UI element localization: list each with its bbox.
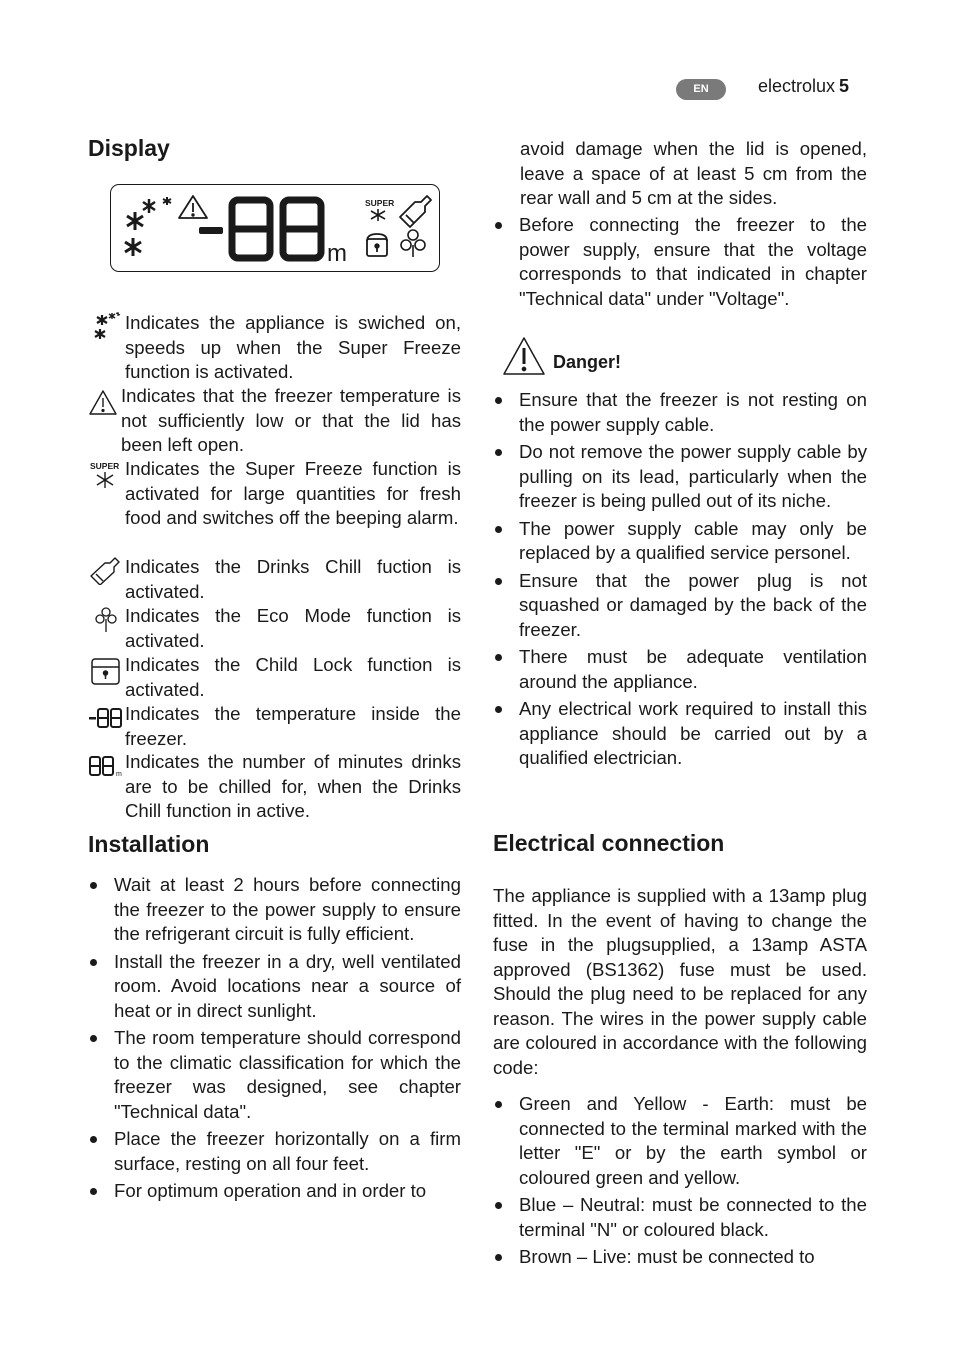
minus-segment	[199, 227, 223, 234]
brand-and-page	[758, 76, 849, 97]
legend-item-super-freeze-on	[88, 311, 461, 385]
legend-text: Indicates that the freezer temperature is not sufficiently low or that the lid has been left open.	[121, 385, 461, 455]
svg-text:m: m	[116, 771, 122, 778]
installation-heading: Installation	[88, 831, 210, 857]
legend-text: Indicates the temperature inside the freezer.	[125, 703, 461, 749]
digit-eight-left	[232, 200, 270, 258]
list-item: Before connecting the freezer to the power supply, ensure that the voltage corresponds to that indicated in chapter "Technical data" under "Voltage".	[493, 213, 867, 311]
list-item: Ensure that the power plug is not squashed or damaged by the back of the freezer.	[493, 569, 867, 643]
legend-text: Indicates the Child Lock function is activated.	[125, 654, 461, 700]
list-item: Install the freezer in a dry, well ventilated room. Avoid locations near a source of heat or in direct sunlight.	[88, 950, 461, 1024]
super-label-icon	[88, 460, 124, 488]
legend-item-minutes	[88, 750, 461, 824]
list-item: There must be adequate ventilation around the appliance.	[493, 645, 867, 694]
super-label-icon	[365, 198, 394, 221]
installation-list	[88, 873, 461, 1204]
warning-triangle-icon	[503, 336, 547, 376]
display-panel-graphic	[111, 185, 439, 271]
legend-text: Indicates the number of minutes drinks are to be chilled for, when the Drinks Chill function in active.	[125, 751, 461, 821]
legend-text: Indicates the appliance is swiched on, speeds up when the Super Freeze function is activated.	[125, 312, 461, 382]
installation-list-continued	[493, 213, 867, 311]
legend-text: Indicates the Drinks Chill fuction is activated.	[125, 556, 461, 602]
legend-text: Indicates the Super Freeze function is activated for large quantities for fresh food and switches off the beeping alarm.	[125, 458, 461, 528]
child-lock-icon	[88, 655, 124, 685]
legend-item-super-freeze	[88, 457, 461, 531]
danger-label: Danger!	[553, 352, 622, 372]
legend-text: Indicates the Eco Mode function is activated.	[125, 605, 461, 651]
display-heading: Display	[88, 135, 170, 161]
installation-continued: avoid damage when the lid is opened, leave a space of at least 5 cm from the rear wall and 5 cm at the sides.	[520, 138, 867, 208]
electrical-list	[493, 1092, 867, 1270]
danger-callout	[503, 336, 803, 376]
list-item: The power supply cable may only be replaced by a qualified service personel.	[493, 517, 867, 566]
list-item: Blue – Neutral: must be connected to the terminal "N" or coloured black.	[493, 1193, 867, 1242]
list-item: The room temperature should correspond to the climatic classification for which the freezer was designed, see chapter "Technical data".	[88, 1026, 461, 1124]
legend-item-warning	[88, 384, 461, 458]
list-item: Ensure that the freezer is not resting on the power supply cable.	[493, 388, 867, 437]
page-header	[676, 74, 876, 102]
child-lock-icon	[367, 234, 387, 256]
list-item: For optimum operation and in order to	[88, 1179, 461, 1204]
svg-text:SUPER: SUPER	[90, 461, 120, 471]
eco-mode-icon	[88, 606, 124, 634]
legend-item-child-lock	[88, 653, 461, 702]
drinks-chill-bottle-icon	[400, 196, 431, 227]
list-item: Wait at least 2 hours before connecting the freezer to the power supply to ensure the refrigerant circuit is fully efficient.	[88, 873, 461, 947]
drinks-chill-bottle-icon	[88, 557, 124, 585]
brand-name: electrolux	[758, 76, 836, 96]
temperature-digits-icon	[88, 704, 124, 732]
legend-item-drinks-chill	[88, 555, 461, 604]
language-badge: EN	[676, 79, 726, 100]
list-item: Do not remove the power supply cable by pulling on its lead, particularly when the freezer is being pulled out of its niche.	[493, 440, 867, 514]
legend-item-temperature	[88, 702, 461, 751]
display-panel	[110, 184, 440, 272]
list-item: Any electrical work required to install this appliance should be carried out by a qualified electrician.	[493, 697, 867, 771]
eco-mode-icon	[401, 230, 425, 257]
legend-item-eco-mode	[88, 604, 461, 653]
danger-list	[493, 388, 867, 771]
minutes-digits-icon	[88, 752, 124, 780]
page-number: 5	[839, 76, 850, 96]
minutes-unit: m	[327, 240, 347, 267]
super-freeze-snowflake-icon	[88, 311, 124, 339]
warning-triangle-icon	[88, 388, 124, 416]
list-item: Place the freezer horizontally on a firm surface, resting on all four feet.	[88, 1127, 461, 1176]
svg-text:SUPER: SUPER	[365, 198, 395, 208]
list-item: Green and Yellow - Earth: must be connected to the terminal marked with the letter "E" or by the earth symbol or coloured green and yellow.	[493, 1092, 867, 1190]
list-item: Brown – Live: must be connected to	[493, 1245, 867, 1270]
electrical-heading: Electrical connection	[493, 830, 725, 856]
electrical-intro: The appliance is supplied with a 13amp plug fitted. In the event of having to change the fuse in the plugsupplied, a 13amp ASTA approved (BS1362) fuse must be used. Should the plug need to be replaced for any reason. The wires in the power supply cable are coloured in accordance with the following code:	[493, 885, 867, 1078]
super-freeze-snowflake-icon	[125, 197, 171, 256]
digit-eight-right	[283, 200, 321, 258]
warning-triangle-icon	[179, 196, 207, 218]
